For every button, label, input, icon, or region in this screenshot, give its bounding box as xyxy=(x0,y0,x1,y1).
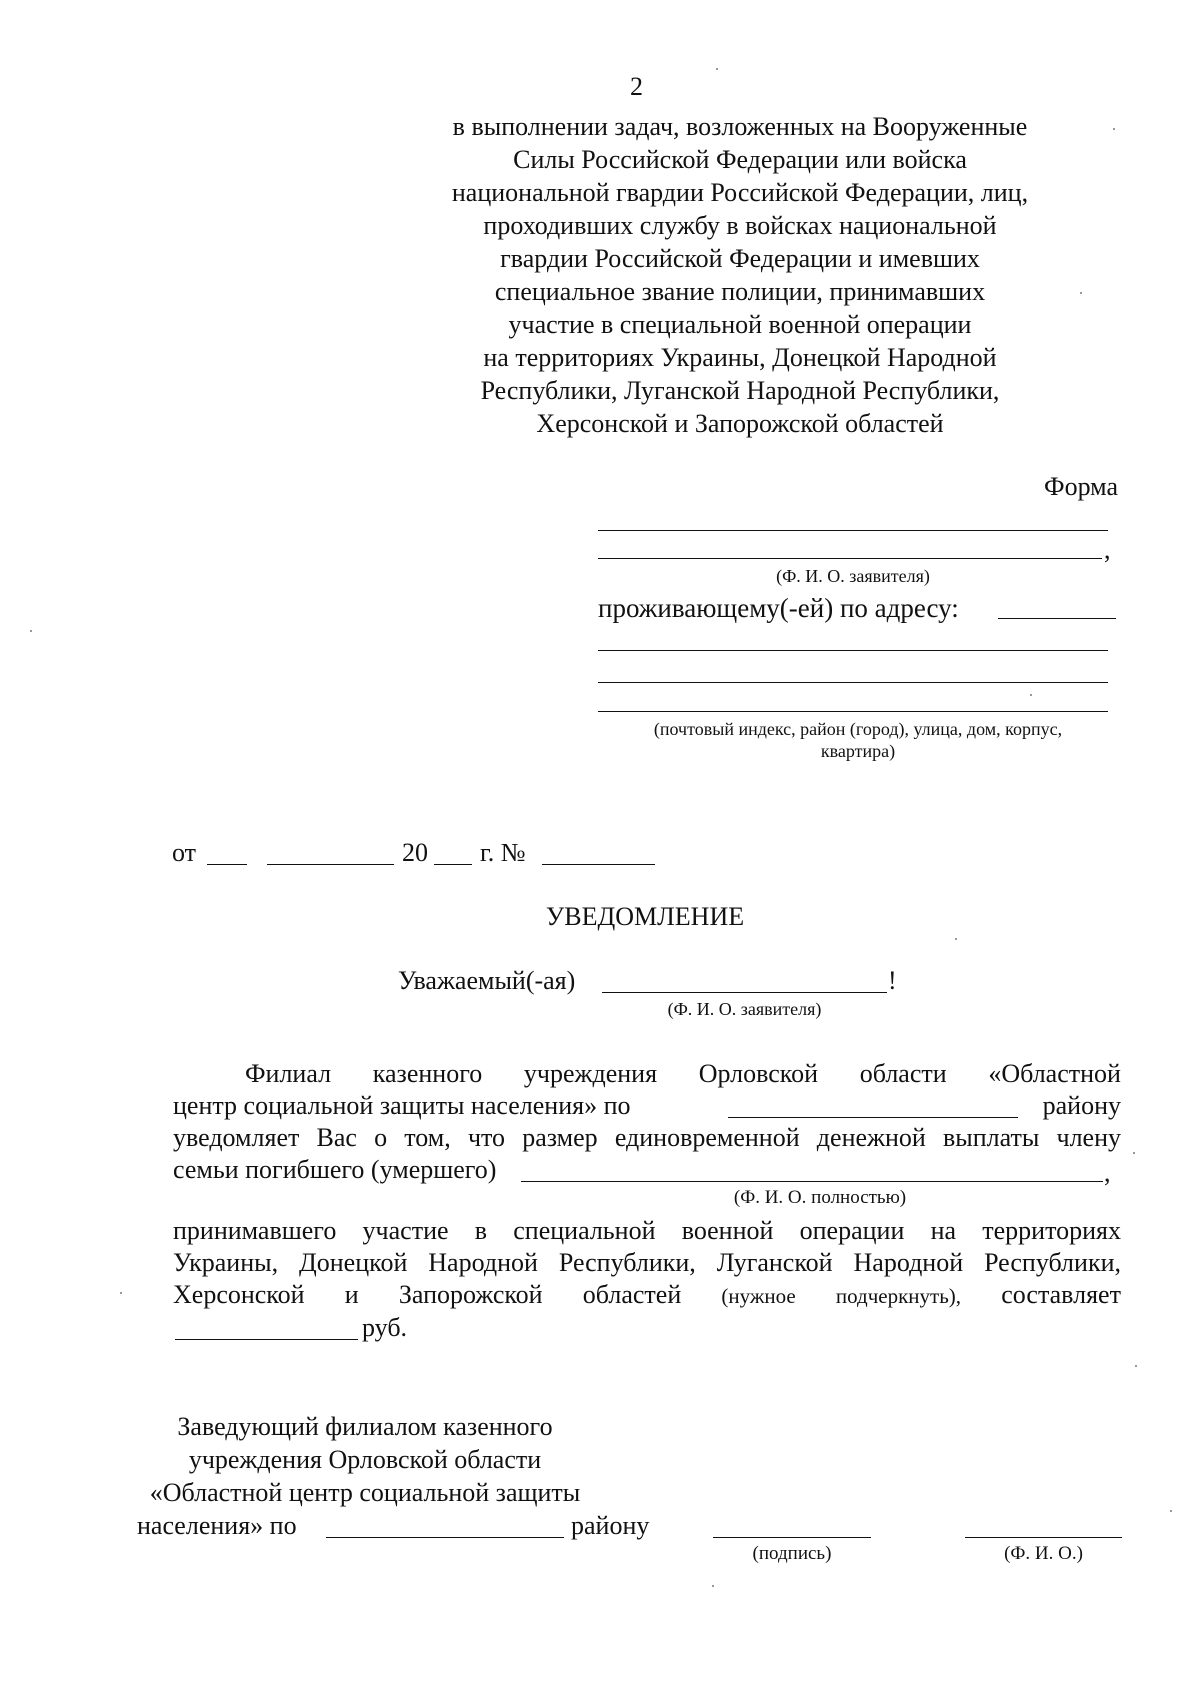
address-caption xyxy=(598,718,1118,762)
address-line-2[interactable] xyxy=(598,650,1108,651)
signature-name-caption: (Ф. И. О.) xyxy=(1004,1543,1083,1564)
scan-speck xyxy=(120,1292,122,1294)
scan-speck xyxy=(1135,1365,1137,1367)
date-number-line[interactable] xyxy=(542,864,655,865)
deceased-name-caption: (Ф. И. О. полностью) xyxy=(733,1187,907,1208)
amount-unit: руб. xyxy=(362,1313,408,1342)
body-note-word: (нужное xyxy=(721,1284,796,1308)
header-line: специальное звание полиции, принимавших xyxy=(494,277,986,306)
amount-line[interactable] xyxy=(175,1339,358,1340)
date-year-line[interactable] xyxy=(434,864,472,865)
signature-sign-line[interactable] xyxy=(713,1537,871,1538)
address-line-4[interactable] xyxy=(598,711,1108,712)
recipient-name-line-1[interactable] xyxy=(598,530,1108,531)
body-word: Филиал xyxy=(245,1059,332,1088)
body-word: Херсонской xyxy=(173,1280,305,1309)
address-line-1[interactable] xyxy=(998,618,1116,619)
header-line: проходивших службу в войсках национальной xyxy=(483,211,997,240)
header-line: на территориях Украины, Донецкой Народной xyxy=(483,343,997,372)
scan-speck xyxy=(30,630,32,632)
deceased-name-line[interactable] xyxy=(521,1181,1103,1182)
header-line: национальной гвардии Российской Федерации, лиц, xyxy=(451,178,1029,207)
body-line-2-left: центр социальной защиты населения» по xyxy=(173,1091,631,1120)
body-line-1 xyxy=(245,1057,1121,1090)
greeting-label: Уважаемый(-ая) xyxy=(398,966,576,995)
recipient-name-line-2[interactable] xyxy=(598,558,1102,559)
body-word: учреждения xyxy=(523,1059,658,1088)
scan-speck xyxy=(1030,694,1032,696)
greeting-name-line[interactable] xyxy=(602,992,887,993)
body-line-5: принимавшего участие в специальной военной операции на территориях xyxy=(173,1216,1121,1245)
signature-title-line: «Областной центр социальной защиты xyxy=(149,1478,581,1507)
signature-sign-caption: (подпись) xyxy=(752,1543,832,1564)
scan-speck xyxy=(716,68,718,70)
scan-speck xyxy=(1080,292,1082,294)
recipient-comma: , xyxy=(1104,535,1111,564)
signature-last-line-left: населения» по xyxy=(137,1511,297,1540)
body-word: «Областной xyxy=(988,1059,1121,1088)
scan-speck xyxy=(1170,1510,1172,1512)
recipient-name-caption: (Ф. И. О. заявителя) xyxy=(776,566,930,586)
signature-district-line[interactable] xyxy=(326,1537,564,1538)
body-word: областей xyxy=(582,1280,682,1309)
address-line-3[interactable] xyxy=(598,682,1108,683)
signature-title-line: учреждения Орловской области xyxy=(188,1445,542,1474)
date-year-prefix: 20 xyxy=(402,838,428,867)
signature-last-line-right: району xyxy=(571,1511,650,1540)
date-day-line[interactable] xyxy=(207,864,247,865)
body-line-6: Украины, Донецкой Народной Республики, Луганской Народной Республики, xyxy=(173,1248,1121,1277)
signature-name-line[interactable] xyxy=(965,1537,1122,1538)
header-line: гвардии Российской Федерации и имевших xyxy=(500,244,980,273)
date-from-label: от xyxy=(172,838,197,867)
body-line-2-right: району xyxy=(1042,1091,1121,1120)
body-word: и xyxy=(344,1280,359,1309)
scan-speck xyxy=(1133,1152,1135,1154)
body-line-4-left: семьи погибшего (умершего) xyxy=(173,1155,497,1184)
header-line: Силы Российской Федерации или войска xyxy=(513,145,967,174)
greeting-caption: (Ф. И. О. заявителя) xyxy=(667,999,822,1019)
greeting-exclamation: ! xyxy=(888,966,897,995)
date-year-suffix: г. № xyxy=(480,838,526,867)
page-number: 2 xyxy=(630,72,643,101)
body-word: Орловской xyxy=(698,1059,819,1088)
document-title: УВЕДОМЛЕНИЕ xyxy=(545,902,745,931)
body-word: Запорожской xyxy=(398,1280,543,1309)
address-caption-line: (почтовый индекс, район (город), улица, дом, корпус, xyxy=(653,719,1063,739)
form-label: Форма xyxy=(1044,472,1118,501)
appendix-header xyxy=(420,110,1060,440)
date-month-line[interactable] xyxy=(267,864,394,865)
body-line-3: уведомляет Вас о том, что размер единовременной денежной выплаты члену xyxy=(173,1123,1121,1152)
scan-speck xyxy=(1113,128,1115,130)
body-note-word: подчеркнуть), xyxy=(835,1284,962,1308)
body-line-7 xyxy=(173,1278,1121,1313)
body-word: области xyxy=(859,1059,947,1088)
body-line-4-comma: , xyxy=(1104,1158,1111,1187)
scan-speck xyxy=(712,1585,714,1587)
address-label: проживающему(-ей) по адресу: xyxy=(598,593,959,623)
body-word: казенного xyxy=(372,1059,483,1088)
signature-title-line: Заведующий филиалом казенного xyxy=(177,1412,553,1441)
header-line: в выполнении задач, возложенных на Вооруженные xyxy=(452,112,1028,141)
signature-title xyxy=(110,1410,620,1509)
header-line: Херсонской и Запорожской областей xyxy=(536,409,944,438)
address-caption-line: квартира) xyxy=(820,741,896,761)
header-line: Республики, Луганской Народной Республики, xyxy=(480,376,1000,405)
district-line[interactable] xyxy=(728,1117,1018,1118)
scan-speck xyxy=(955,938,957,940)
body-word: составляет xyxy=(1001,1280,1121,1309)
header-line: участие в специальной военной операции xyxy=(508,310,972,339)
